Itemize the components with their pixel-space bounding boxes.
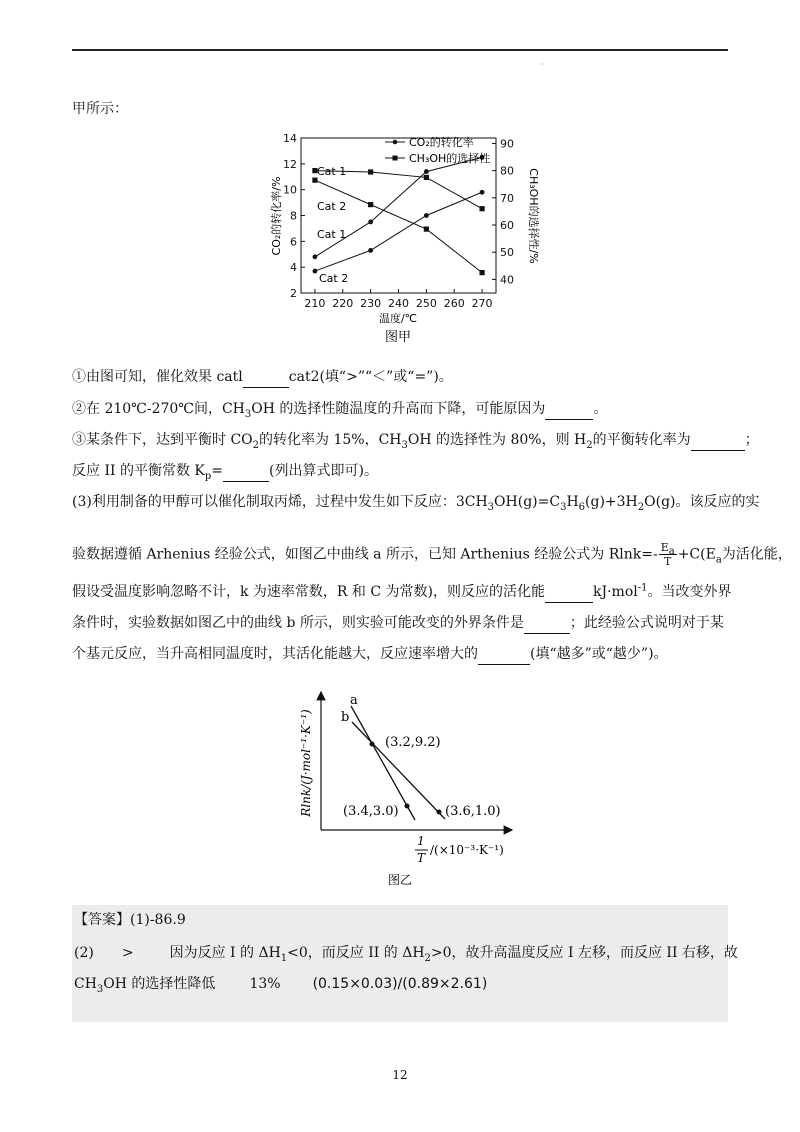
x-tick-label: 270 <box>471 297 493 310</box>
answer-blank[interactable] <box>524 613 570 634</box>
series-point <box>424 169 429 174</box>
right-axis-label: CH₃OH的选择性/% <box>527 168 540 264</box>
series-point <box>424 175 429 180</box>
question-3b: 反应 II 的平衡常数 $K_p=$ (列出算式即可)。 <box>72 463 378 482</box>
label-cat2-selectivity: Cat 2 <box>317 200 347 213</box>
legend-square-marker <box>393 156 398 161</box>
x-frac-den: T <box>416 851 426 865</box>
x-tick-label: 250 <box>415 297 437 310</box>
annotation-3.6-1.0: (3.6,1.0) <box>445 804 501 819</box>
answer-blank[interactable] <box>243 367 289 388</box>
question-8: 个基元反应，当升高相同温度时，其活化能越大，反应速率增大的 (填“越多”或“越少”)。 <box>72 644 732 665</box>
series-point <box>479 270 484 275</box>
header-dot: · <box>541 60 544 69</box>
answer-blank[interactable] <box>223 461 269 482</box>
left-axis-label: CO₂的转化率/% <box>270 176 283 256</box>
series-point <box>368 248 373 253</box>
series-point <box>479 206 484 211</box>
series-point <box>368 220 373 225</box>
right-tick-label: 40 <box>500 273 514 287</box>
series-point <box>368 202 373 207</box>
series-point <box>368 169 373 174</box>
right-tick-label: 70 <box>500 191 514 205</box>
annotation-3.2-9.2: (3.2,9.2) <box>385 735 441 750</box>
left-tick-label: 14 <box>283 132 297 145</box>
left-tick-label: 4 <box>290 261 297 275</box>
x-axis-label: 温度/℃ <box>378 312 418 325</box>
figure-b <box>290 688 540 888</box>
left-tick-label: 10 <box>283 183 297 197</box>
curve-a-line <box>351 706 415 820</box>
series-point <box>480 190 485 195</box>
series-point <box>424 213 429 218</box>
right-tick-label: 90 <box>500 137 514 151</box>
figure-b-caption: 图乙 <box>387 873 413 887</box>
answer-blank[interactable] <box>478 644 530 665</box>
question-2: ②在 210℃-270℃间，$CH_3OH$ 的选择性随温度的升高而下降，可能原因为 。 <box>72 401 608 420</box>
fraction-ea-over-t: $\frac{E_a}{T}$ <box>660 541 675 568</box>
intro-text: 甲所示： <box>72 101 128 117</box>
series-line-3 <box>315 180 482 272</box>
figure-a <box>260 128 540 346</box>
curve-a-label: a <box>350 693 358 708</box>
x-frac-num: 1 <box>417 834 425 848</box>
answer-box <box>72 905 738 1022</box>
right-tick-label: 50 <box>500 246 514 260</box>
curve-b-label: b <box>341 710 350 725</box>
legend-circle-marker <box>393 140 398 145</box>
figure-a-caption: 图甲 <box>384 330 412 345</box>
question-3: ③某条件下，达到平衡时 $CO_2$的转化率为 15%，$CH_3OH$ 的选择性为 80%，则 $H_2$的平衡转化率为 ； <box>72 432 759 451</box>
left-tick-label: 2 <box>290 287 297 300</box>
point-3.4-3.0 <box>405 804 410 809</box>
x-axis-label: /(×10⁻³·K⁻¹) <box>430 843 504 857</box>
question-5: 验数据遵循 Arhenius 经验公式，如图乙中曲线 a 所示，已知 Arthenius 经验公式为 Rlnk=- $\frac{E_a}{T}$ $+C(E_a$为活化能， <box>72 541 792 568</box>
x-tick-label: 210 <box>304 297 326 310</box>
answer-blank[interactable] <box>545 399 593 420</box>
right-tick-label: 80 <box>500 164 514 178</box>
answer-line-3: $CH_3OH$ 的选择性降低 13% (0.15×0.03)/(0.89×2.61) <box>74 976 488 995</box>
answer-blank[interactable] <box>691 430 745 451</box>
label-cat2-conversion: Cat 2 <box>319 272 349 285</box>
x-tick-label: 230 <box>360 297 382 310</box>
header-rule <box>72 49 728 51</box>
x-tick-label: 240 <box>388 297 409 310</box>
left-tick-label: 8 <box>290 209 297 223</box>
series-point <box>313 269 318 274</box>
series-point <box>313 254 318 259</box>
series-point <box>312 178 317 183</box>
page-number: 12 <box>392 1068 408 1082</box>
answer-line-2: (2) > 因为反应 I 的 $\Delta H_1<0$，而反应 II 的 $\Delta H_2>0$，故升高温度反应 I 左移，而反应 II 右移，故 <box>74 945 738 964</box>
right-tick-label: 60 <box>500 219 514 233</box>
point-3.2-9.2 <box>370 742 375 747</box>
x-tick-label: 260 <box>443 297 465 310</box>
point-3.6-1.0 <box>437 810 442 815</box>
annotation-3.4-3.0: (3.4,3.0) <box>343 804 399 819</box>
series-point <box>424 226 429 231</box>
answer-head: 【答案】(1)-86.9 <box>74 912 186 928</box>
question-7: 条件时，实验数据如图乙中的曲线 b 所示，则实验可能改变的外界条件是 ；此经验公式说明对于某 <box>72 613 732 634</box>
legend-co2: CO₂的转化率 <box>409 136 474 149</box>
x-tick-label: 220 <box>332 297 354 310</box>
answer-blank[interactable] <box>545 582 593 603</box>
question-6: 假设受温度影响忽略不计，k 为速率常数，R 和 C 为常数)，则反应的活化能 kJ·mol$^{-1}$。当改变外界 <box>72 582 732 603</box>
left-tick-label: 12 <box>283 157 297 171</box>
question-4: (3)利用制备的甲醇可以催化制取丙烯，过程中发生如下反应：$3CH_3OH(g)=C_3H_6(g)+3H_2O(g)$。该反应的实 <box>72 494 760 513</box>
left-tick-label: 6 <box>290 235 297 249</box>
legend-ch3oh: CH₃OH的选择性 <box>409 152 491 165</box>
question-1: ①由图可知，催化效果 catl cat2(填“>”“＜”或“=”)。 <box>72 367 732 388</box>
label-cat1-selectivity: Cat 1 <box>317 165 347 178</box>
y-axis-label: Rlnk/(J·mol⁻¹·K⁻¹) <box>299 709 313 817</box>
label-cat1-conversion: Cat 1 <box>317 228 347 241</box>
